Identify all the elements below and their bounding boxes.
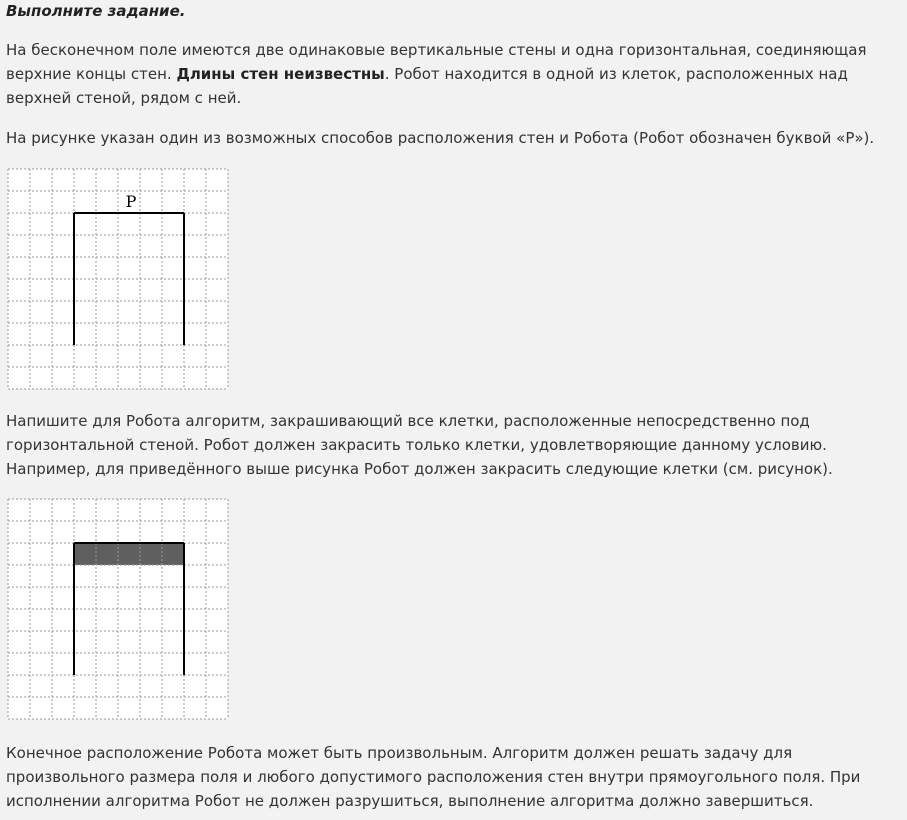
painted-cells <box>74 543 184 565</box>
field-figure-robot <box>7 168 231 390</box>
algorithm-requirement-text: Напишите для Робота алгоритм, закрашивающий все клетки, расположенные непосредственно под горизонтальной стеной. Робот должен закрасить только клетки, удовлетворяющие данному условию. Например, для приведённого выше рисунка Робот должен закрасить следующие клетки (см. рисунок). <box>6 412 833 478</box>
robot-label: Р <box>125 192 137 211</box>
figure-intro-text: На рисунке указан один из возможных способов расположения стен и Робота (Робот обозначен буквой «Р»). <box>6 129 875 147</box>
task-heading: Выполните задание. <box>6 2 186 20</box>
unknown-length-emphasis: Длины стен неизвестны <box>176 65 385 83</box>
field-figure-painted <box>7 498 231 720</box>
description-text-start: На бесконечном поле имеются две одинаковые вертикальные стены и одна горизонтальная, соединяющая верхние концы стен. <box>6 41 867 83</box>
task-description <box>6 38 901 110</box>
description-text-end: . Робот находится в одной из клеток, расположенных над верхней стеной, рядом с ней. <box>6 65 848 107</box>
final-conditions-text: Конечное расположение Робота может быть произвольным. Алгоритм должен решать задачу для произвольного размера поля и любого допустимого расположения стен внутри прямоугольного поля. При исполнении алгоритма Робот не должен разрушиться, выполнение алгоритма должно завершиться. <box>6 744 861 810</box>
